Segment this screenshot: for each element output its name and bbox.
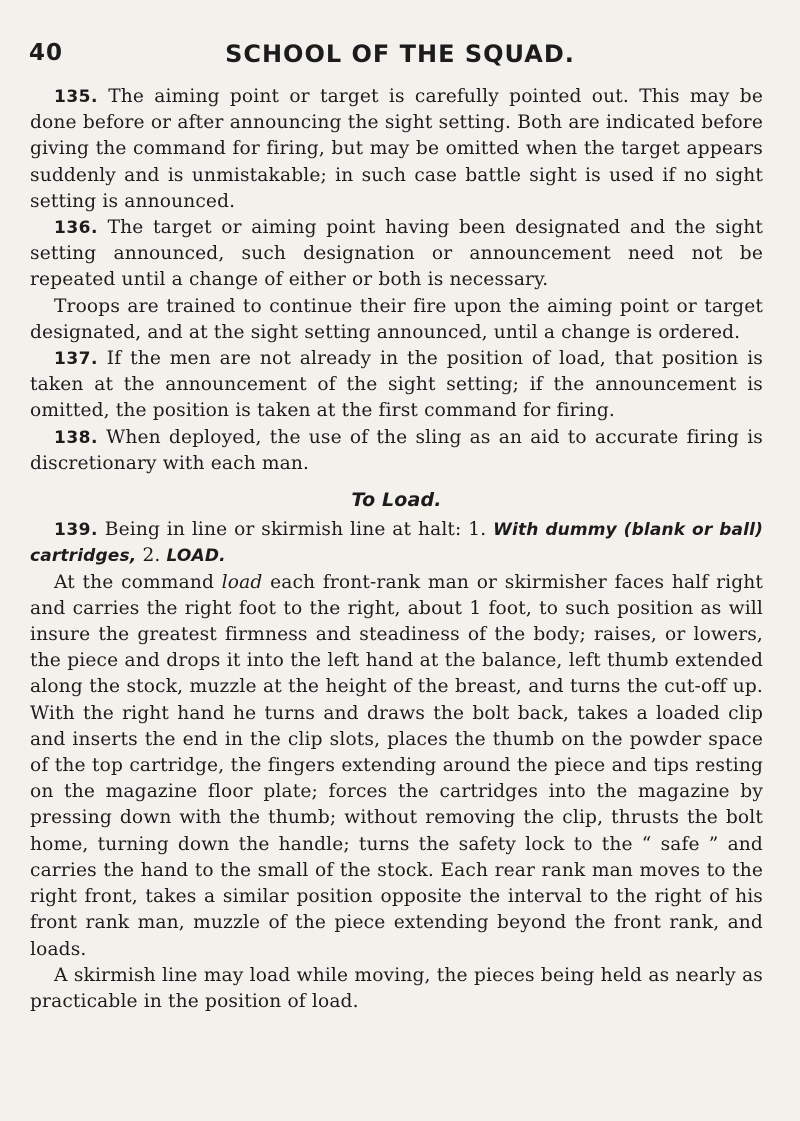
paragraph-135: [30, 84, 763, 215]
paragraph-number: 137.: [54, 349, 98, 370]
command-word: load: [221, 571, 263, 593]
paragraph-139: [30, 517, 763, 569]
paragraph-136: [30, 215, 763, 294]
body-text: [30, 84, 763, 1015]
running-head: SCHOOL OF THE SQUAD.: [225, 40, 575, 68]
paragraph-text: each front-rank man or skirmisher faces half right and carries the right foot to the right, about 1 foot, to such position as will insure the greatest firmness and steadiness of the body; raises, or lowers, the piece and drops it into the left hand at the balance, left thumb extended along the stock, muzzle at the height of the breast, and turns the cut-off up. With the right hand he turns and draws the bolt back, takes a loaded clip and inserts the end in the clip slots, places the thumb on the powder space of the top cartridge, the fingers extending around the piece and tips resting on the magazine floor plate; forces the cartridges into the magazine by pressing down with the thumb; without removing the clip, thrusts the bolt home, turning down the handle; turns the safety lock to the “ safe ” and carries the hand to the small of the stock. Each rear rank man moves to the right front, takes a similar position opposite the interval to the right of his front rank man, muzzle of the piece extending beyond the front rank, and loads.: [30, 571, 764, 960]
page-number: 40: [29, 40, 64, 66]
paragraph-text: At the command: [54, 571, 214, 593]
paragraph-136-continued: [30, 294, 763, 346]
command-text: LOAD.: [166, 546, 226, 567]
paragraph-139-continued: [30, 570, 763, 963]
paragraph-number: 136.: [54, 218, 98, 239]
paragraph-text: Being in line or skirmish line at halt: 1.: [104, 519, 487, 541]
paragraph-text: Troops are trained to continue their fire upon the aiming point or target designated, and at the sight setting announced, until a change is ordered.: [30, 295, 763, 343]
section-subheading: To Load.: [351, 489, 442, 512]
command-text: With dummy (blank or ball) cartridges,: [30, 520, 764, 567]
page-header: [0, 40, 800, 80]
paragraph-text: If the men are not already in the position of load, that position is taken at the announcement of the sight setting; if the announcement is omitted, the position is taken at the first command for firing.: [30, 348, 763, 422]
paragraph-text: When deployed, the use of the sling as an aid to accurate firing is discretionary with each man.: [30, 426, 763, 474]
paragraph-137: [30, 346, 763, 425]
paragraph-139-final: [30, 963, 763, 1015]
paragraph-text: The aiming point or target is carefully pointed out. This may be done before or after announcing the sight setting. Both are indicated before giving the command for firing, but may be omitted when the target appears suddenly and is unmistakable; in such case battle sight is used if no sight setting is announced.: [30, 86, 763, 212]
paragraph-number: 139.: [54, 520, 98, 541]
paragraph-138: [30, 425, 763, 477]
paragraph-text: The target or aiming point having been designated and the sight setting announced, such designation or announcement need not be repeated until a change of either or both is necessary.: [30, 217, 764, 291]
paragraph-number: 135.: [54, 87, 98, 107]
paragraph-text: 2.: [142, 545, 161, 567]
paragraph-number: 138.: [54, 427, 98, 448]
paragraph-text: A skirmish line may load while moving, the pieces being held as nearly as practicable in the position of load.: [30, 964, 763, 1012]
